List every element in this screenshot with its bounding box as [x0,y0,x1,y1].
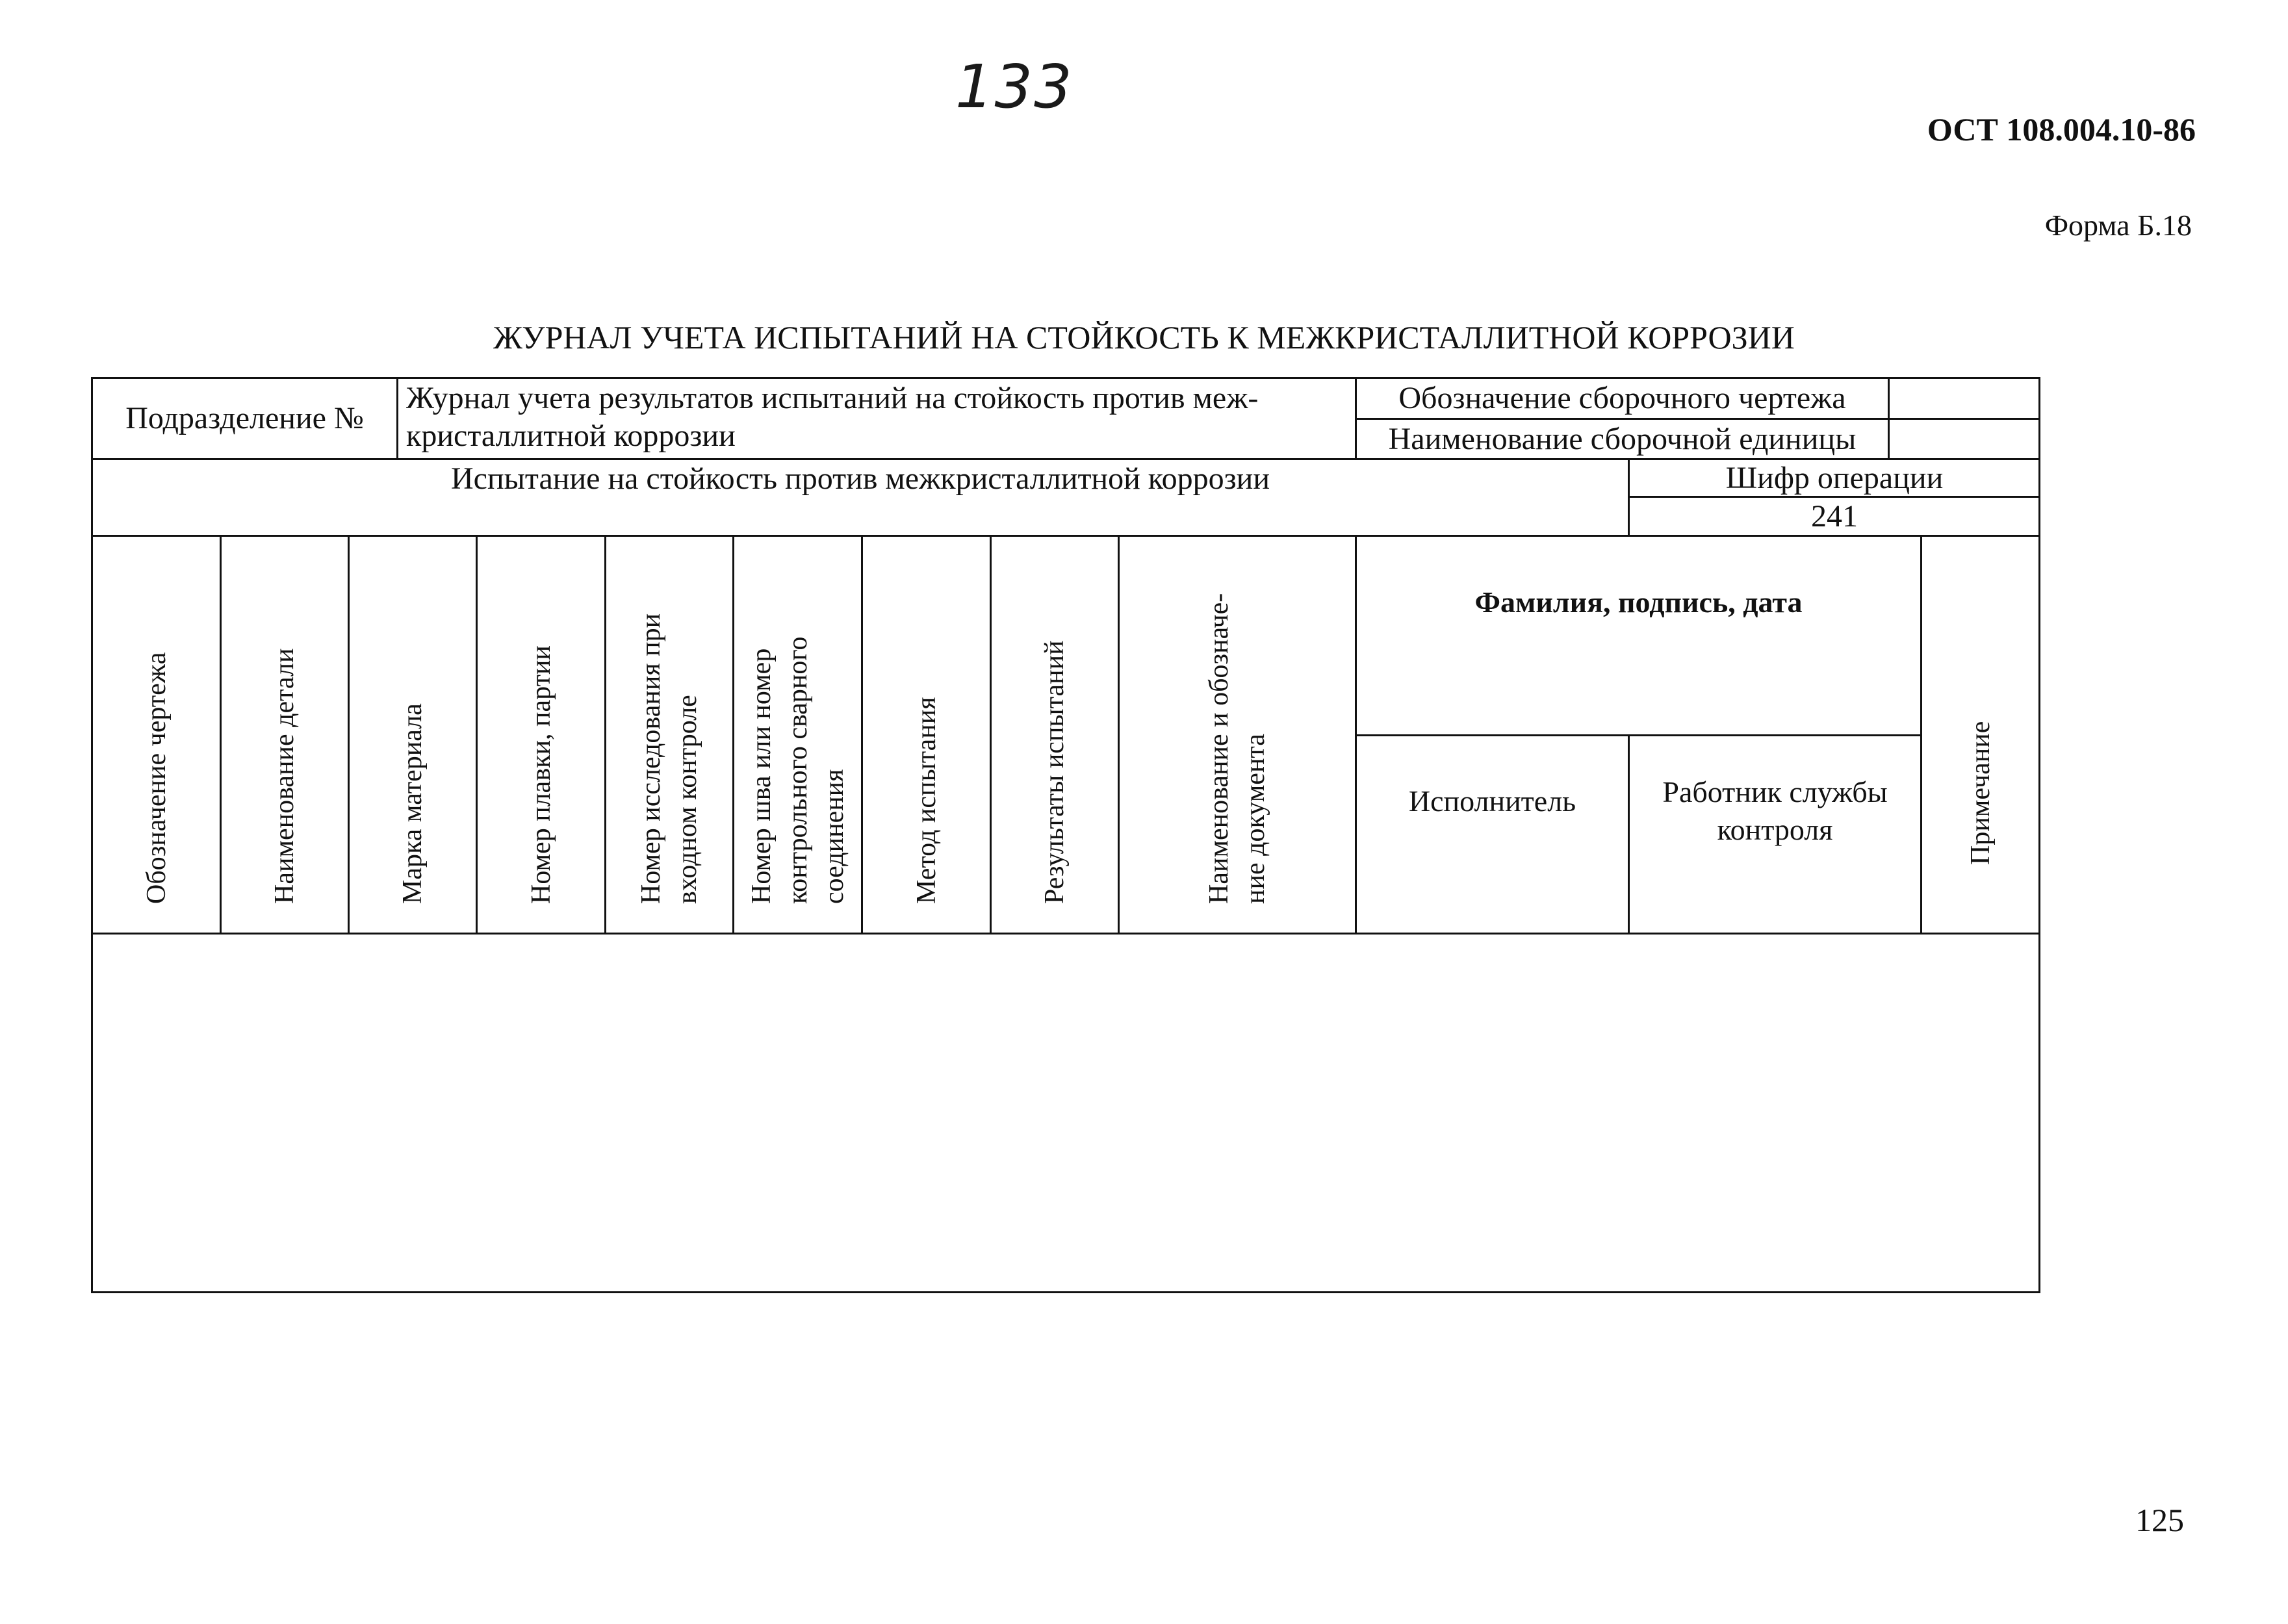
assembly-drawing-value[interactable] [1890,379,2039,418]
column-header-test-results-text: Результаты испытаний [1040,639,1070,904]
assembly-drawing-label: Обозначение сборочного чертежа [1398,381,1846,415]
column-header-test-method [863,537,990,933]
assembly-unit-label: Наименование сборочной единицы [1388,421,1857,456]
column-header-note [1922,537,2039,933]
journal-description-cell [406,380,1348,458]
journal-description-line1: Журнал учета результатов испытаний на стойкость против меж- [406,381,1259,415]
form-label: Форма Б.18 [2044,209,2192,242]
column-header-heat-batch-number-text: Номер плавки, партии [526,645,556,904]
column-header-heat-batch-number [478,537,604,933]
journal-title: ЖУРНАЛ УЧЕТА ИСПЫТАНИЙ НА СТОЙКОСТЬ К МЕЖКРИСТАЛЛИТНОЙ КОРРОЗИИ [493,319,1795,355]
column-header-test-method-text: Метод испытания [911,697,942,904]
journal-entries-area[interactable] [93,934,2038,1291]
column-header-drawing-designation [93,537,220,933]
operation-code-value: 241 [1811,498,1858,534]
column-header-weld-number-text: Номер шва или номер контрольного сварного соединения [746,636,849,904]
signature-group-header: Фамилия, подпись, дата [1474,585,1803,619]
handwritten-page-number: 133 [955,52,1073,122]
column-header-material-grade-text: Марка материала [398,702,428,904]
column-header-weld-number [734,537,861,933]
test-name-cell: Испытание на стойкость против межкристаллитной коррозии [450,461,1270,496]
column-header-note-text: Примечание [1966,721,1996,865]
executor-header: Исполнитель [1408,784,1576,818]
column-header-study-number [606,537,732,933]
column-header-document-name [1120,537,1355,933]
journal-description-line2: кристаллитной коррозии [406,419,736,453]
column-header-part-name [222,537,348,933]
column-header-test-results [992,537,1118,933]
page-number: 125 [2135,1502,2184,1538]
column-header-material-grade [350,537,476,933]
inspector-header-line2: контроля [1717,813,1833,846]
subdivision-cell: Подразделение № [125,401,364,435]
inspector-header [1630,773,1920,864]
assembly-unit-value[interactable] [1890,420,2039,458]
divider [396,377,398,458]
column-header-drawing-designation-text: Обозначение чертежа [141,652,172,904]
column-header-part-name-text: Наименование детали [270,648,300,904]
column-header-document-name-text: Наименование и обозначе- ние документа [1204,593,1270,904]
document-code: ОСТ 108.004.10-86 [1927,111,2196,148]
operation-code-label: Шифр операции [1725,460,1944,495]
column-header-study-number-text: Номер исследования при входном контроле [636,613,702,904]
inspector-header-line1: Работник службы [1662,775,1888,808]
